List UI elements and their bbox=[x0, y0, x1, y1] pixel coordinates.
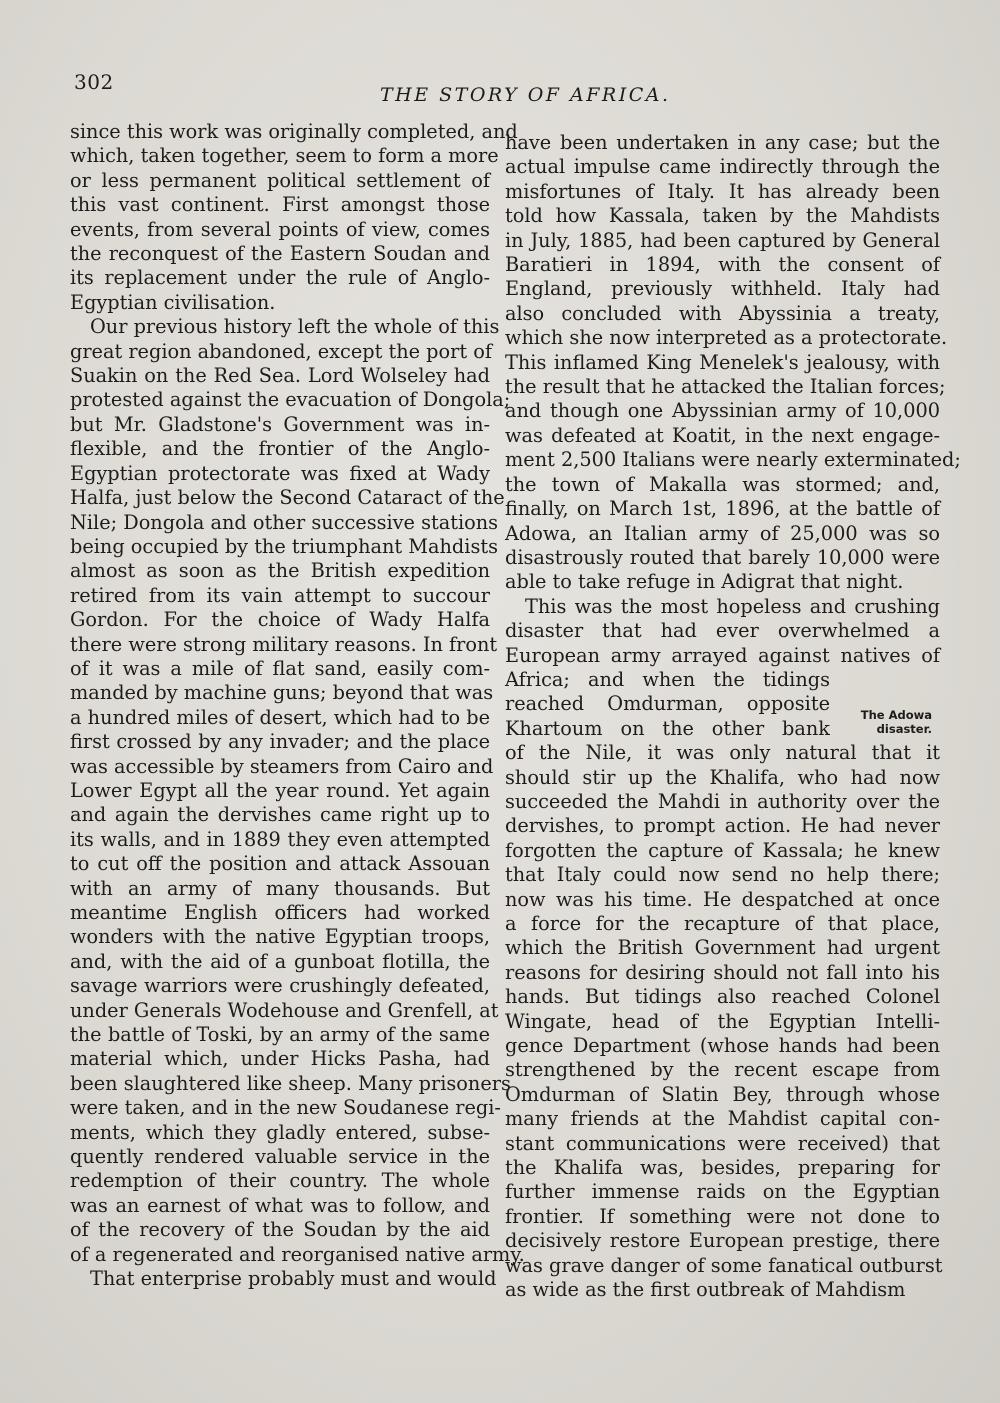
text-line: in July, 1885, had been captured by General bbox=[505, 228, 940, 252]
text-line: ment 2,500 Italians were nearly exterminated; bbox=[505, 448, 961, 472]
text-line: dervishes, to prompt action. He had never bbox=[505, 814, 940, 838]
text-line: its walls, and in 1889 they even attempted bbox=[70, 827, 490, 851]
text-line: was accessible by steamers from Cairo and bbox=[70, 754, 494, 778]
text-line: material which, under Hicks Pasha, had bbox=[70, 1047, 490, 1071]
text-line: and, with the aid of a gunboat flotilla, the bbox=[70, 949, 490, 973]
text-line: being occupied by the triumphant Mahdists bbox=[70, 534, 498, 558]
text-line: strengthened by the recent escape from bbox=[505, 1058, 940, 1082]
text-line: protested against the evacuation of Dongola; bbox=[70, 388, 511, 412]
text-line: with an army of many thousands. But bbox=[70, 876, 490, 900]
text-line: forgotten the capture of Kassala; he knew bbox=[505, 838, 940, 862]
text-line: retired from its vain attempt to succour bbox=[70, 583, 490, 607]
text-line: Omdurman of Slatin Bey, through whose bbox=[505, 1082, 940, 1106]
text-line: under Generals Wodehouse and Grenfell, at bbox=[70, 998, 499, 1022]
text-line: told how Kassala, taken by the Mahdists bbox=[505, 204, 940, 228]
text-line: Baratieri in 1894, with the consent of bbox=[505, 253, 940, 277]
text-line: been slaughtered like sheep. Many prisoners bbox=[70, 1071, 511, 1095]
text-line: the result that he attacked the Italian forces; bbox=[505, 375, 946, 399]
text-line: the reconquest of the Eastern Soudan and bbox=[70, 242, 490, 266]
text-line: which the British Government had urgent bbox=[505, 936, 940, 960]
text-line: of the recovery of the Soudan by the aid bbox=[70, 1218, 490, 1242]
text-line: finally, on March 1st, 1896, at the battle of bbox=[505, 497, 940, 521]
text-line: Egyptian protectorate was fixed at Wady bbox=[70, 461, 490, 485]
text-line: Adowa, an Italian army of 25,000 was so bbox=[505, 521, 940, 545]
text-line: which she now interpreted as a protectorate. bbox=[505, 326, 948, 350]
text-line: England, previously withheld. Italy had bbox=[505, 277, 940, 301]
text-line: manded by machine guns; beyond that was bbox=[70, 681, 494, 705]
text-line: have been undertaken in any case; but the bbox=[505, 131, 940, 154]
text-line: as wide as the first outbreak of Mahdism bbox=[505, 1278, 906, 1302]
text-line: of it was a mile of flat sand, easily com- bbox=[70, 656, 490, 680]
text-line: a force for the recapture of that place, bbox=[505, 912, 940, 935]
text-line: That enterprise probably must and would bbox=[90, 1267, 497, 1291]
text-line: flexible, and the frontier of the Anglo- bbox=[70, 437, 490, 461]
text-line: gence Department (whose hands had been bbox=[505, 1034, 940, 1058]
text-line: and though one Abyssinian army of 10,000 bbox=[505, 399, 940, 423]
text-line: redemption of their country. The whole bbox=[70, 1169, 490, 1193]
text-line: the town of Makalla was stormed; and, bbox=[505, 472, 940, 496]
text-line: frontier. If something were not done to bbox=[505, 1204, 940, 1228]
text-line: Khartoum on the other bank bbox=[505, 716, 830, 740]
text-line: decisively restore European prestige, there bbox=[505, 1229, 940, 1253]
text-line: of a regenerated and reorganised native army. bbox=[70, 1242, 525, 1266]
text-line: Gordon. For the choice of Wady Halfa bbox=[70, 608, 490, 632]
text-line: the Khalifa was, besides, preparing for bbox=[505, 1156, 940, 1180]
text-line: misfortunes of Italy. It has already been bbox=[505, 179, 940, 203]
text-line: of the Nile, it was only natural that it bbox=[505, 741, 940, 765]
text-line: should stir up the Khalifa, who had now bbox=[505, 765, 940, 789]
text-line: first crossed by any invader; and the place bbox=[70, 730, 490, 754]
text-line: that Italy could now send no help there; bbox=[505, 863, 940, 887]
text-line: also concluded with Abyssinia a treaty, bbox=[505, 301, 940, 325]
text-line: was defeated at Koatit, in the next engage- bbox=[505, 423, 940, 447]
text-line: this vast continent. First amongst those bbox=[70, 193, 490, 217]
margin-note-line: The Adowa bbox=[860, 708, 932, 722]
text-line: meantime English officers had worked bbox=[70, 901, 490, 924]
text-line: Lower Egypt all the year round. Yet again bbox=[70, 778, 490, 802]
text-line: events, from several points of view, comes bbox=[70, 217, 490, 241]
text-line: This was the most hopeless and crushing bbox=[525, 594, 940, 618]
text-line: its replacement under the rule of Anglo- bbox=[70, 266, 490, 290]
text-line: there were strong military reasons. In front bbox=[70, 632, 498, 656]
text-line: wonders with the native Egyptian troops, bbox=[70, 925, 490, 949]
text-line: This inflamed King Menelek's jealousy, with bbox=[505, 350, 940, 374]
margin-note bbox=[846, 708, 932, 736]
text-line: able to take refuge in Adigrat that night. bbox=[505, 570, 904, 594]
text-line: now was his time. He despatched at once bbox=[505, 887, 940, 911]
text-line: reached Omdurman, opposite bbox=[505, 692, 830, 716]
text-line: which, taken together, seem to form a more bbox=[70, 144, 499, 168]
text-line: disaster that had ever overwhelmed a bbox=[505, 619, 940, 643]
text-line: actual impulse came indirectly through the bbox=[505, 155, 940, 179]
text-line: Nile; Dongola and other successive stations bbox=[70, 510, 499, 534]
text-line: since this work was originally completed, and bbox=[70, 120, 518, 143]
text-line: Africa; and when the tidings bbox=[505, 667, 830, 691]
text-line: reasons for desiring should not fall into his bbox=[505, 960, 940, 984]
text-line: savage warriors were crushingly defeated, bbox=[70, 974, 490, 998]
text-line: Our previous history left the whole of this bbox=[90, 315, 500, 339]
text-line: the battle of Toski, by an army of the same bbox=[70, 1023, 490, 1047]
text-line: Wingate, head of the Egyptian Intelli- bbox=[505, 1009, 940, 1033]
text-line: but Mr. Gladstone's Government was in- bbox=[70, 412, 490, 436]
text-line: stant communications were received) that bbox=[505, 1131, 940, 1155]
page-number: 302 bbox=[74, 70, 114, 94]
text-line: quently rendered valuable service in the bbox=[70, 1145, 490, 1169]
text-line: almost as soon as the British expedition bbox=[70, 559, 490, 583]
text-line: great region abandoned, except the port of bbox=[70, 339, 492, 363]
text-line: was an earnest of what was to follow, and bbox=[70, 1193, 490, 1217]
left-column bbox=[70, 120, 525, 1292]
running-title: THE STORY OF AFRICA. bbox=[380, 84, 671, 106]
text-line: were taken, and in the new Soudanese regi- bbox=[70, 1096, 501, 1120]
text-line: Suakin on the Red Sea. Lord Wolseley had bbox=[70, 364, 490, 388]
text-line: ments, which they gladly entered, subse- bbox=[70, 1120, 490, 1144]
text-line: disastrously routed that barely 10,000 were bbox=[505, 545, 940, 569]
text-line: a hundred miles of desert, which had to be bbox=[70, 705, 490, 729]
text-line: or less permanent political settlement of bbox=[70, 168, 490, 192]
text-line: to cut off the position and attack Assouan bbox=[70, 852, 490, 876]
text-line: was grave danger of some fanatical outburst bbox=[505, 1253, 943, 1277]
text-line: further immense raids on the Egyptian bbox=[505, 1180, 940, 1204]
text-line: hands. But tidings also reached Colonel bbox=[505, 985, 940, 1009]
text-line: and again the dervishes came right up to bbox=[70, 803, 490, 827]
margin-note-line: disaster. bbox=[876, 722, 932, 736]
text-line: succeeded the Mahdi in authority over the bbox=[505, 789, 940, 813]
text-line: European army arrayed against natives of bbox=[505, 643, 940, 667]
text-line: Halfa, just below the Second Cataract of the bbox=[70, 486, 505, 510]
text-line: Egyptian civilisation. bbox=[70, 290, 276, 314]
text-line: many friends at the Mahdist capital con- bbox=[505, 1107, 940, 1131]
